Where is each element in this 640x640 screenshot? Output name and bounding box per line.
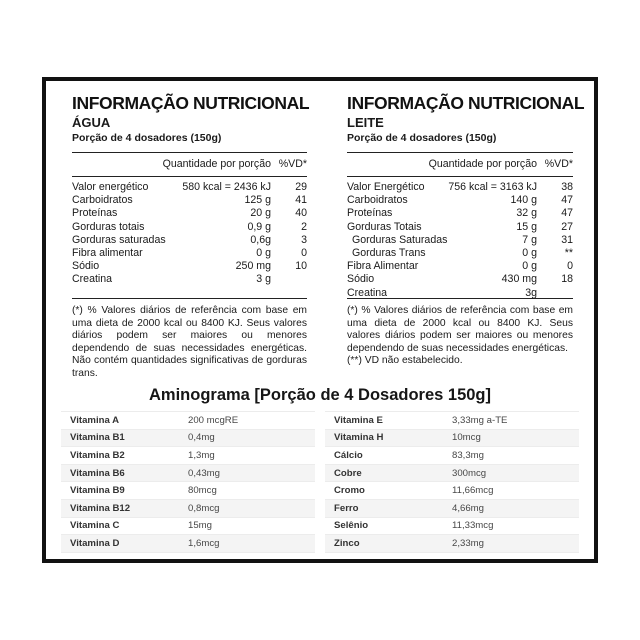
nutrient-quantity: 20 g (250, 207, 271, 220)
nutrient-label: Valor energético (72, 181, 149, 193)
nutrient-row (72, 181, 307, 194)
vitamin-row (325, 482, 579, 500)
panel-agua-title: INFORMAÇÃO NUTRICIONAL (72, 93, 310, 113)
table-header (347, 153, 573, 176)
nutrient-vd: 10 (295, 260, 307, 273)
nutrient-quantity: 0,6g (250, 233, 271, 246)
vitamin-label: Vitamina B2 (70, 449, 125, 461)
vd-column-header: %VD* (544, 158, 573, 170)
nutrient-vd: 0 (567, 260, 573, 273)
facts-grid (46, 81, 594, 380)
vitamin-row (61, 518, 315, 536)
vitamin-value: 4,66mg (452, 502, 484, 514)
nutrient-quantity: 7 g (522, 233, 537, 246)
nutrient-row (347, 181, 573, 194)
nutrient-row (72, 260, 307, 273)
vitamin-label: Vitamina B1 (70, 432, 125, 444)
nutrient-label: Fibra alimentar (72, 246, 143, 259)
nutrient-row (347, 234, 573, 247)
nutrient-label: Gorduras totais (72, 220, 145, 233)
vitamin-row (325, 500, 579, 518)
nutrient-label: Proteínas (347, 207, 393, 220)
footnote-leite: (*) % Valores diários de referência com base em uma dieta de 2000 kcal ou 8400 KJ. Seus valores diários podem ser maiores ou menores dependendo de suas necessidades energéticas. (347, 305, 573, 354)
panel-leite (347, 93, 585, 380)
vitamin-row (325, 412, 579, 430)
panel-agua-portion: Porção de 4 dosadores (150g) (72, 132, 222, 144)
label-box (42, 77, 598, 563)
vitamin-row (61, 535, 315, 553)
vitamin-row (61, 430, 315, 448)
vitamin-row (325, 465, 579, 483)
nutrient-row (347, 221, 573, 234)
nutrient-row (347, 273, 573, 286)
nutrient-vd: 47 (561, 194, 573, 207)
nutrient-quantity: 3g (525, 286, 537, 299)
vitamin-label: Vitamina B12 (70, 502, 131, 514)
nutrient-label: Valor Energético (347, 181, 425, 193)
vitamin-label: Ferro (334, 502, 359, 514)
vitamin-value: 300mcg (452, 467, 487, 479)
vitamin-row (61, 447, 315, 465)
nutrient-label: Carboidratos (72, 194, 133, 207)
nutrient-label: Proteínas (72, 207, 118, 220)
vitamin-label: Cobre (334, 467, 362, 479)
nutrient-vd: 41 (295, 194, 307, 207)
aminogram-grid (46, 406, 594, 553)
panel-agua (72, 93, 310, 380)
nutrient-vd: 38 (561, 181, 573, 193)
nutrient-row (72, 234, 307, 247)
nutrient-row (347, 260, 573, 273)
nutrient-quantity: 0 g (256, 246, 271, 259)
nutrient-label: Sódio (347, 273, 375, 286)
nutrient-label: Gorduras Saturadas (352, 233, 448, 246)
vitamin-label: Vitamina E (334, 414, 383, 426)
vitamin-row (325, 447, 579, 465)
vitamin-label: Vitamina A (70, 414, 120, 426)
vitamin-label: Vitamina H (334, 432, 384, 444)
aminogram-table-left (61, 411, 315, 553)
nutrient-row (347, 194, 573, 207)
vitamin-label: Vitamina C (70, 520, 120, 532)
panel-leite-title: INFORMAÇÃO NUTRICIONAL (347, 93, 585, 113)
vitamin-value: 0,4mg (188, 432, 215, 444)
nutrient-label: Gorduras saturadas (72, 233, 166, 246)
nutrient-table (72, 177, 307, 296)
nutrient-vd: 27 (561, 220, 573, 233)
nutrient-vd: ** (564, 246, 573, 259)
vitamin-row (325, 535, 579, 553)
nutrient-vd: 29 (295, 181, 307, 193)
nutrient-quantity: 0 g (522, 260, 537, 273)
nutrient-vd: 40 (295, 207, 307, 220)
vitamin-value: 11,33mcg (452, 520, 494, 532)
vd-column-header: %VD* (278, 158, 307, 170)
nutrient-quantity: 250 mg (235, 260, 271, 273)
panel-leite-subtitle: LEITE (347, 115, 384, 130)
nutrient-table (347, 177, 573, 299)
vitamin-label: Selênio (334, 520, 369, 532)
nutrient-row (72, 207, 307, 220)
nutrient-label: Fibra Alimentar (347, 260, 419, 273)
nutrient-vd: 2 (301, 220, 307, 233)
nutrient-quantity: 0 g (522, 246, 537, 259)
footnote-agua: (*) % Valores diários de referência com base em uma dieta de 2000 kcal ou 8400 KJ. Seus valores diários podem ser maiores ou menores dependendo de suas necessidades energéticas. Não contém quantidades significativas de gorduras trans. (72, 305, 307, 379)
vitamin-label: Vitamina D (70, 537, 120, 549)
nutrient-quantity: 140 g (510, 194, 537, 207)
nutrient-quantity: 3 g (256, 273, 271, 286)
nutrient-vd: 47 (561, 207, 573, 220)
vitamin-value: 3,33mg a-TE (452, 414, 508, 426)
vitamin-label: Cromo (334, 485, 365, 497)
qty-column-header: Quantidade por porção (428, 158, 537, 170)
vitamin-value: 0,8mcg (188, 502, 220, 514)
vitamin-row (61, 500, 315, 518)
vitamin-value: 200 mcgRE (188, 414, 239, 426)
nutrient-label: Creatina (72, 273, 113, 286)
vitamin-label: Zinco (334, 537, 360, 549)
aminogram-table-right (325, 411, 579, 553)
vitamin-value: 2,33mg (452, 537, 484, 549)
nutrient-vd: 31 (561, 233, 573, 246)
vitamin-value: 80mcg (188, 485, 217, 497)
nutrient-row (72, 247, 307, 260)
aminogram-title: Aminograma [Porção de 4 Dosadores 150g] (148, 386, 492, 404)
vitamin-row (61, 412, 315, 430)
nutrient-row (347, 247, 573, 260)
table-header (72, 153, 307, 176)
nutrient-row (72, 273, 307, 286)
nutrient-label: Creatina (347, 286, 388, 299)
nutrient-label: Carboidratos (347, 194, 408, 207)
footnote-leite-vd: (**) VD não estabelecido. (347, 355, 463, 366)
vitamin-row (325, 518, 579, 536)
nutrient-vd: 0 (301, 246, 307, 259)
nutrient-label: Gorduras Totais (347, 220, 422, 233)
nutrient-row (72, 221, 307, 234)
nutrient-quantity: 756 kcal = 3163 kJ (448, 181, 537, 193)
nutrient-quantity: 580 kcal = 2436 kJ (182, 181, 271, 193)
nutrient-vd: 18 (561, 273, 573, 286)
vitamin-value: 0,43mg (188, 467, 220, 479)
nutrient-quantity: 32 g (516, 207, 537, 220)
nutrient-quantity: 125 g (244, 194, 271, 207)
vitamin-value: 83,3mg (452, 449, 484, 461)
nutrient-label: Gorduras Trans (352, 246, 426, 259)
vitamin-row (325, 430, 579, 448)
vitamin-label: Cálcio (334, 449, 363, 461)
panel-leite-portion: Porção de 4 dosadores (150g) (347, 132, 497, 144)
nutrient-quantity: 430 mg (501, 273, 537, 286)
vitamin-label: Vitamina B6 (70, 467, 125, 479)
vitamin-value: 15mg (188, 520, 212, 532)
vitamin-value: 1,6mcg (188, 537, 220, 549)
nutrient-quantity: 0,9 g (247, 220, 271, 233)
vitamin-value: 1,3mg (188, 449, 215, 461)
vitamin-label: Vitamina B9 (70, 485, 125, 497)
qty-column-header: Quantidade por porção (162, 158, 271, 170)
nutrient-row (72, 194, 307, 207)
divider (72, 298, 307, 299)
vitamin-value: 10mcg (452, 432, 481, 444)
nutrient-quantity: 15 g (516, 220, 537, 233)
panel-agua-subtitle: ÁGUA (72, 115, 111, 130)
vitamin-value: 11,66mcg (452, 485, 494, 497)
vitamin-row (61, 465, 315, 483)
nutrient-label: Sódio (72, 260, 100, 273)
nutrient-vd: 3 (301, 233, 307, 246)
nutrient-row (347, 207, 573, 220)
vitamin-row (61, 482, 315, 500)
